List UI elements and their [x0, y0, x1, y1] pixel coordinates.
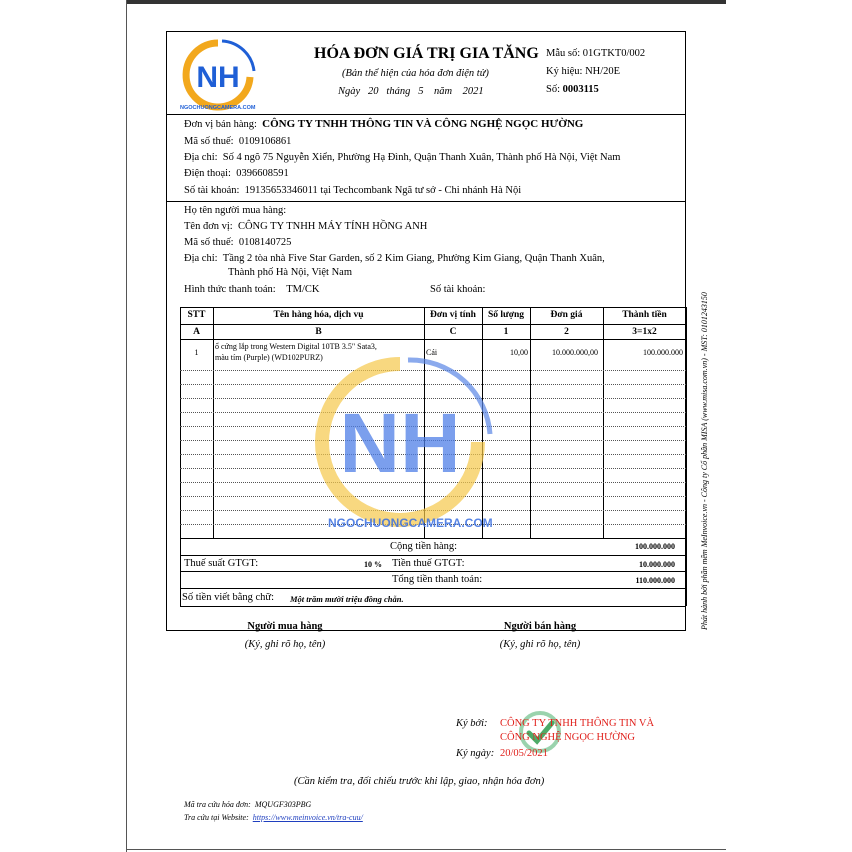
- signed-date-value: 20/05/2021: [500, 748, 548, 759]
- logo-caption: NGOCHUONGCAMERA.COM: [180, 105, 256, 111]
- buyer-account: Số tài khoản:: [430, 284, 486, 295]
- form-number: Mẫu số: 01GTKT0/002: [546, 48, 646, 59]
- code-b: B: [315, 327, 322, 337]
- code-c: C: [449, 327, 457, 337]
- buyer-tax: Mã số thuế: 0108140725: [184, 237, 292, 248]
- payment-method: Hình thức thanh toán: TM/CK: [184, 284, 320, 295]
- amount-in-words-label: Số tiền viết bằng chữ:: [182, 592, 275, 603]
- buyer-name: Họ tên người mua hàng:: [184, 205, 287, 216]
- symbol: Ký hiệu: NH/20E: [546, 66, 621, 77]
- col-qty: Số lượng: [487, 310, 525, 320]
- vat-rate-value: 10 %: [364, 560, 382, 569]
- subtotal-value: 100.000.000: [635, 542, 675, 551]
- date-label-month: tháng: [386, 86, 411, 97]
- company-logo: [178, 37, 258, 115]
- col-name: Tên hàng hóa, dịch vụ: [273, 310, 364, 320]
- seller-address: Địa chỉ: Số 4 ngõ 75 Nguyễn Xiển, Phường Hạ Đình, Quận Thanh Xuân, Thành phố Hà Nội, Việt Nam: [184, 152, 621, 163]
- vat-amount-label: Tiền thuế GTGT:: [392, 558, 465, 569]
- vat-amount-value: 10.000.000: [639, 560, 675, 569]
- buyer-address-line2: Thành phố Hà Nội, Việt Nam: [228, 267, 352, 278]
- date-month: 5: [418, 86, 424, 97]
- table-bottom-line: [180, 538, 686, 539]
- subtotal-label: Cộng tiền hàng:: [390, 541, 458, 552]
- invoice-number: Số: 0003115: [546, 84, 599, 95]
- logo-letters: NH: [196, 61, 240, 94]
- buyer-sign-hint: (Ký, ghi rõ họ, tên): [244, 639, 326, 650]
- row-price: 10.000.000,00: [552, 348, 598, 357]
- seller-sign-hint: (Ký, ghi rõ họ, tên): [499, 639, 581, 650]
- invoice-subtitle: (Bản thể hiện của hóa đơn điện tử): [342, 68, 489, 79]
- seller-unit: Đơn vị bán hàng: CÔNG TY TNHH THÔNG TIN VÀ CÔNG NGHỆ NGỌC HƯỜNG: [184, 118, 584, 130]
- col-price: Đơn giá: [550, 310, 583, 320]
- row-amount: 100.000.000: [643, 348, 683, 357]
- watermark-caption: NGOCHUONGCAMERA.COM: [328, 516, 493, 530]
- page-left-border: [126, 0, 127, 852]
- code-3: 3=1x2: [632, 327, 657, 337]
- seller-phone: Điện thoại: 0396608591: [184, 168, 289, 179]
- date-label-day: Ngày: [338, 86, 361, 97]
- divider-header: [166, 114, 686, 115]
- total-label: Tổng tiền thanh toán:: [392, 574, 483, 585]
- lookup-site-link[interactable]: https://www.meinvoice.vn/tra-cuu/: [252, 813, 363, 822]
- date-year: 2021: [462, 86, 484, 97]
- col-amount: Thành tiền: [622, 310, 667, 320]
- code-1: 1: [503, 327, 509, 337]
- lookup-code: Mã tra cứu hóa đơn: MQUGF303PBG: [184, 800, 312, 809]
- date-day: 20: [368, 86, 379, 97]
- seller-account: Số tài khoản: 19135653346011 tại Techcombank Ngã tư sở - Chi nhánh Hà Nội: [184, 185, 522, 196]
- vat-rate-label: Thuế suất GTGT:: [184, 558, 259, 569]
- row-qty: 10,00: [510, 348, 528, 357]
- signed-by-line2: CÔNG NGHỆ NGỌC HƯỜNG: [500, 732, 636, 743]
- amount-in-words: Một trăm mười triệu đồng chẵn.: [290, 594, 404, 604]
- code-a: A: [193, 327, 200, 337]
- page-top-border: [126, 0, 726, 4]
- row-name-line2: màu tím (Purple) (WD102PURZ): [215, 353, 323, 362]
- watermark-logo: [300, 350, 500, 530]
- page-bottom-border: [126, 849, 726, 850]
- invoice-date: [338, 86, 484, 97]
- signed-date-label: Ký ngày:: [456, 748, 495, 759]
- buyer-sign-title: Người mua hàng: [247, 621, 323, 632]
- invoice-title: HÓA ĐƠN GIÁ TRỊ GIA TĂNG: [314, 45, 539, 62]
- lookup-site: Tra cứu tại Website: https://www.meinvoice.vn/tra-cuu/: [184, 813, 363, 822]
- row-name-line1: ổ cứng lắp trong Western Digital 10TB 3.5" Sata3,: [215, 342, 377, 351]
- row-unit: Cái: [426, 348, 438, 357]
- buyer-address: Địa chỉ: Tầng 2 tòa nhà Five Star Garden, số 2 Kim Giang, Phường Kim Giang, Quận Thanh Xuân,: [184, 253, 605, 264]
- seller-tax: Mã số thuế: 0109106861: [184, 136, 292, 147]
- table-top-line: [180, 307, 686, 308]
- divider-seller: [166, 201, 686, 202]
- total-value: 110.000.000: [635, 576, 675, 585]
- row-stt: 1: [194, 348, 199, 357]
- col-stt: STT: [187, 310, 206, 320]
- signed-by-line1: CÔNG TY TNHH THÔNG TIN VÀ: [500, 718, 655, 729]
- footer-note: (Cần kiểm tra, đối chiếu trước khi lập, giao, nhận hóa đơn): [294, 776, 545, 787]
- seller-sign-title: Người bán hàng: [503, 621, 577, 632]
- side-publisher-text: Phát hành bởi phần mềm MeInvoice.vn - Công ty Cổ phần MISA (www.misa.com.vn) - MST: 0101243150: [700, 292, 709, 630]
- signed-by-label: Ký bởi:: [456, 718, 488, 729]
- date-label-year: năm: [433, 86, 453, 97]
- code-2: 2: [564, 327, 569, 337]
- watermark-letters: NH: [339, 396, 461, 490]
- col-unit: Đơn vị tính: [430, 310, 476, 320]
- buyer-unit: Tên đơn vị: CÔNG TY TNHH MÁY TÍNH HỒNG ANH: [184, 221, 428, 232]
